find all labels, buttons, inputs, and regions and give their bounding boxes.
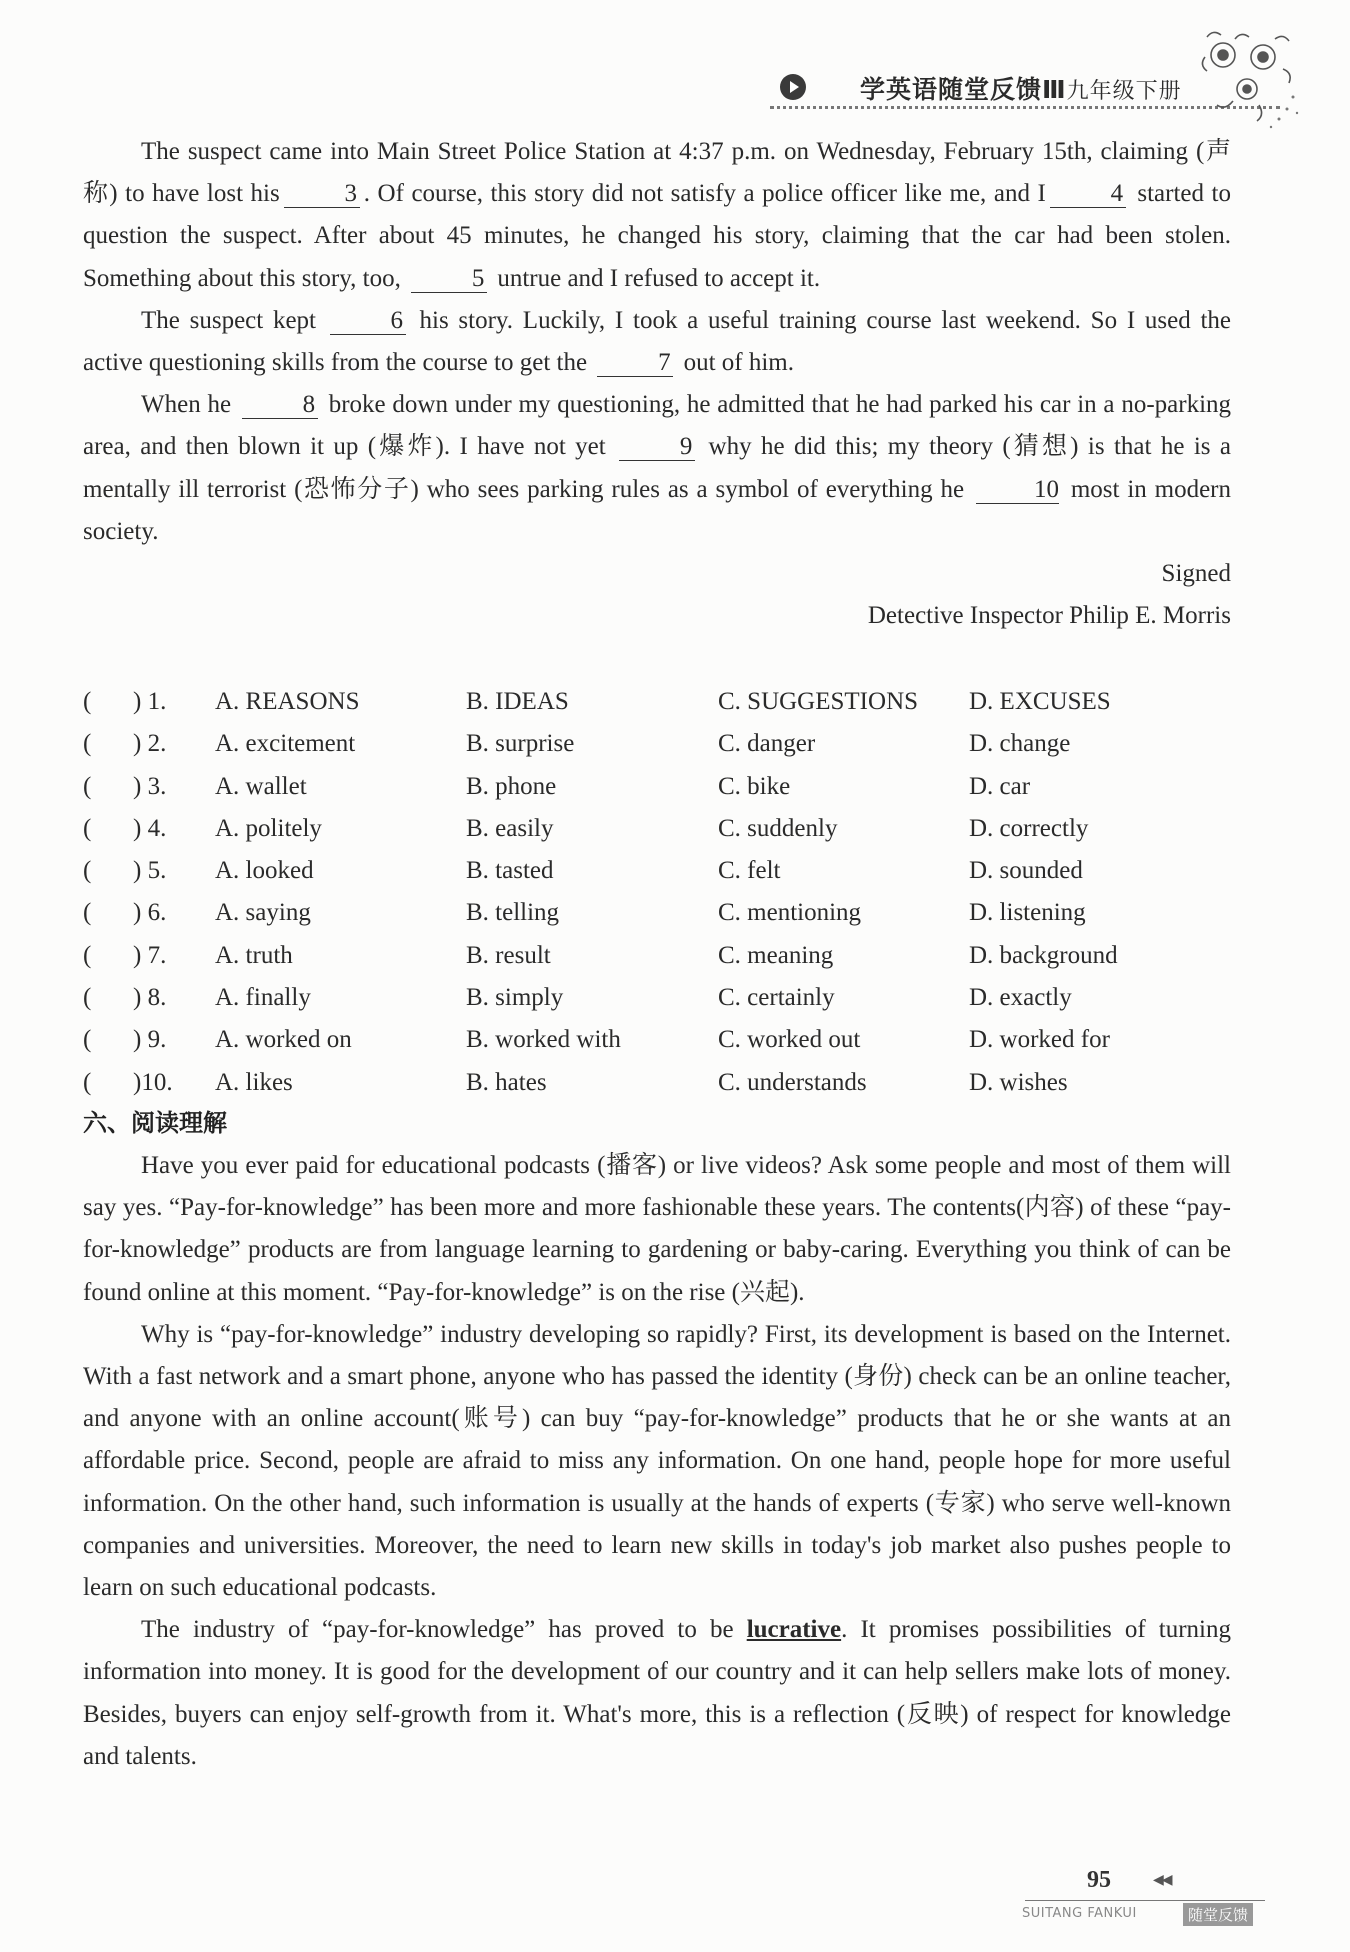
answer-paren[interactable]: ( [83,1026,92,1054]
text: broke down under my questioning, he admitted that he had parked his car in a no-parking area, and then blown it up (爆炸). I have not yet [83,391,1232,461]
text: The suspect kept [141,306,316,334]
footer-latin: SUITANG FANKUI [1022,1906,1137,1921]
paragraph [83,1609,1231,1778]
book-grade: 九年级下册 [1066,79,1182,104]
text: why he did this; my theory (猜想) is that he is a mentally ill terrorist (恐怖分子) who sees parking rules as a symbol of everything he [83,433,1232,503]
option-row [83,892,1233,934]
choice-a: A. excitement [215,730,356,758]
text: The industry of “pay-for-knowledge” has proved to be [141,1616,734,1644]
reading-passage [83,1145,1231,1778]
question-number: ) 9. [133,1026,167,1054]
choice-b: B. worked with [466,1026,621,1054]
option-row [83,850,1233,892]
option-row [83,935,1233,977]
page-header [770,60,1240,110]
answer-paren[interactable]: ( [83,857,92,885]
text: When he [141,391,232,419]
option-row [83,977,1233,1019]
choice-a: A. saying [215,899,311,927]
question-number: ) 7. [133,941,167,969]
question-number: ) 3. [133,772,167,800]
choice-b: B. phone [466,772,557,800]
choice-d: D. listening [969,899,1086,927]
choice-b: B. tasted [466,857,554,885]
choice-a: A. politely [215,814,322,842]
answer-blank[interactable]: 6 [330,308,406,335]
answer-blank[interactable]: 7 [597,350,673,377]
question-number: ) 4. [133,814,167,842]
option-row [83,723,1233,765]
question-number: ) 6. [133,899,167,927]
choice-a: A. truth [215,941,293,969]
choice-d: D. worked for [969,1026,1110,1054]
choice-c: C. danger [718,730,816,758]
option-row [83,681,1233,723]
choice-c: C. SUGGESTIONS [718,688,919,715]
text: . Of course, this story did not satisfy a police officer like me, and I [363,180,1046,208]
answer-paren[interactable]: ( [83,814,92,842]
choice-c: C. certainly [718,984,835,1012]
header-title [860,70,1182,106]
paragraph: Have you ever paid for educational podcasts (播客) or live videos? Ask some people and most of them will say yes. “Pay-for-knowledge” has been more and more fashionable these years. The contents(内容) of these “pay-for-knowledge” products are from language learning to gardening or baby-caring. Everything you think of can be found online at this moment. “Pay-for-knowledge” is on the rise (兴起). [83,1152,1231,1306]
answer-paren[interactable]: ( [83,941,92,969]
choice-a: A. looked [215,857,314,885]
choice-c: C. suddenly [718,814,838,842]
choice-c: C. felt [718,857,781,885]
keyword: lucrative [746,1616,842,1644]
book-title: 学英语随堂反馈Ⅲ [860,75,1067,104]
answer-paren[interactable]: ( [83,772,92,800]
answer-blank[interactable]: 9 [619,434,695,461]
question-number: ) 2. [133,730,167,758]
choice-b: B. simply [466,984,564,1012]
flower-decoration-icon [1195,25,1305,135]
option-row [83,1019,1233,1061]
choice-c: C. mentioning [718,899,862,927]
text: started to question the suspect. After about 45 minutes, he changed his story, claiming that the car had been stolen. Something about this story, too, [83,180,1231,292]
choice-b: B. telling [466,899,560,927]
text: most in modern society. [83,475,1232,545]
text: his story. Luckily, I took a useful training course last weekend. So I used the active questioning skills from the course to get the [83,306,1232,377]
question-number: ) 1. [133,688,167,715]
option-row [83,1062,1233,1104]
answer-blank[interactable]: 8 [242,392,318,419]
paragraph: Why is “pay-for-knowledge” industry developing so rapidly? First, its development is based on the Internet. With a fast network and a smart phone, anyone who has passed the identity (身份) check can be an online teacher, and anyone with an online account(账号) can buy “pay-for-knowledge” products that he or she wants at an affordable price. Second, people are afraid to miss any information. On one hand, people hope for more useful information. On the other hand, such information is usually at the hands of experts (专家) who serve well-known companies and universities. Moreover, the need to learn new skills in today's job market also pushes people to learn on such educational podcasts. [83,1320,1231,1602]
choice-c: C. understands [718,1068,867,1096]
choice-a: A. wallet [215,772,307,800]
section-heading: 六、阅读理解 [83,1109,227,1137]
choice-d: D. correctly [969,814,1089,842]
footer-badge: 随堂反馈 [1183,1903,1253,1926]
answer-paren[interactable]: ( [83,688,92,715]
choice-a: A. worked on [215,1026,352,1054]
choice-a: A. finally [215,984,311,1012]
text: . It promises possibilities of turning information into money. It is good for the development of our country and it can help sellers make lots of money. Besides, buyers can enjoy self-growth from it. What's more, this is a reflection (反映) of respect for knowledge and talents. [83,1616,1232,1770]
cloze-passage [83,131,1231,637]
question-number: ) 5. [133,857,167,885]
question-number: )10. [133,1068,173,1096]
choice-a: A. likes [215,1068,293,1096]
option-row [83,808,1233,850]
choice-d: D. background [969,941,1118,969]
text: untrue and I refused to accept it. [497,264,821,292]
choice-c: C. worked out [718,1026,861,1054]
text: out of him. [683,349,794,377]
option-row [83,766,1233,808]
answer-blank[interactable]: 10 [976,477,1059,504]
paragraph [83,384,1231,553]
choice-d: D. change [969,730,1071,758]
choice-b: B. surprise [466,730,575,758]
answer-paren[interactable]: ( [83,899,92,927]
rewind-icon: ◀◀ [1153,1872,1171,1888]
question-number: ) 8. [133,984,167,1012]
answer-paren[interactable]: ( [83,1068,92,1096]
choice-a: A. REASONS [215,688,360,715]
answer-blank[interactable]: 5 [411,266,487,293]
page-number: 95 [1087,1867,1111,1893]
signed-label: Signed [1161,560,1231,588]
answer-paren[interactable]: ( [83,984,92,1012]
choice-d: D. wishes [969,1068,1068,1096]
choice-d: D. car [969,772,1031,800]
answer-blank[interactable]: 3 [284,181,360,208]
choice-d: D. EXCUSES [969,688,1111,715]
answer-paren[interactable]: ( [83,730,92,758]
choice-b: B. hates [466,1068,547,1096]
paragraph [83,131,1231,300]
choice-b: B. IDEAS [466,688,569,715]
paragraph [83,300,1231,384]
options-list [83,681,1233,1104]
choice-d: D. exactly [969,984,1072,1012]
footer-divider [1025,1900,1265,1901]
play-icon [780,74,806,100]
answer-blank[interactable]: 4 [1050,181,1126,208]
choice-c: C. meaning [718,941,834,969]
choice-b: B. result [466,941,551,969]
choice-b: B. easily [466,814,554,842]
choice-d: D. sounded [969,857,1083,885]
text: The suspect came into Main Street Police Station at 4:37 p.m. on Wednesday, February 15th, claiming (声称) to have lost his [83,138,1231,208]
choice-c: C. bike [718,772,791,800]
signature: Detective Inspector Philip E. Morris [867,602,1231,630]
